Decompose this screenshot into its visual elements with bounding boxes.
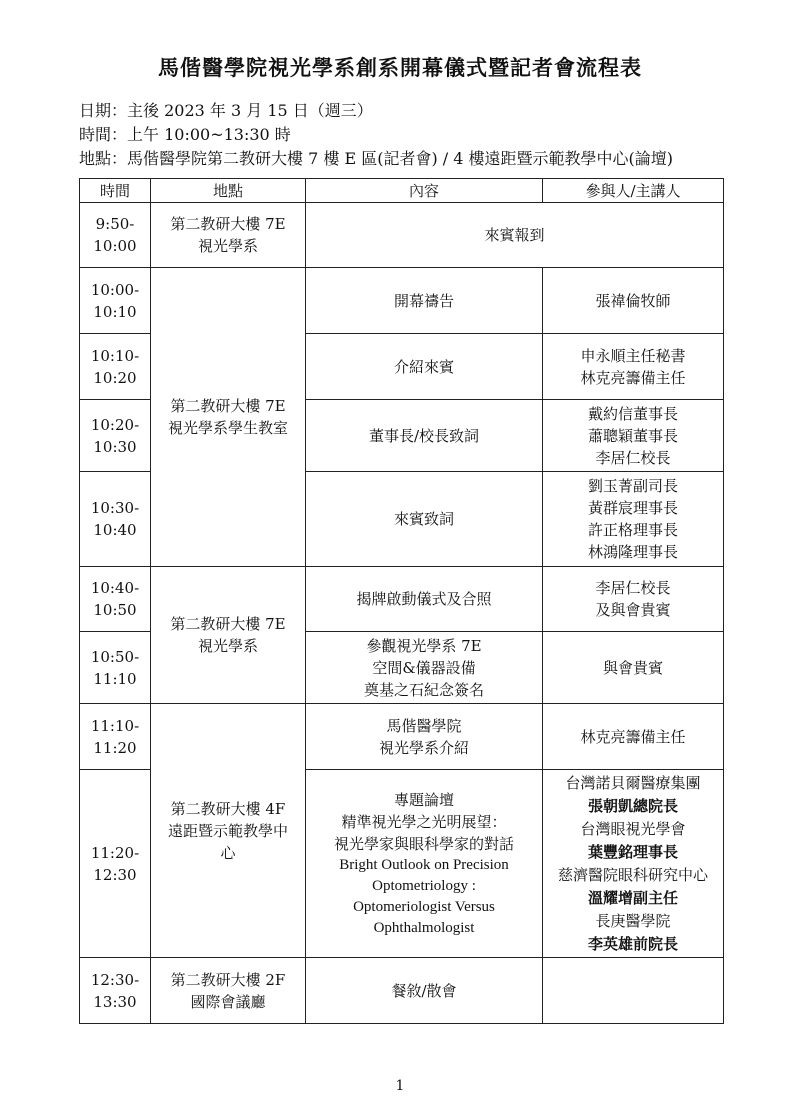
time-cell: 10:20- 10:30 xyxy=(80,400,151,472)
table-row xyxy=(80,268,724,334)
time-cell: 11:20- 12:30 xyxy=(80,770,151,958)
speakers-cell: 與會貴賓 xyxy=(543,632,724,704)
content-cell: 參觀視光學系 7E 空間&儀器設備 奠基之石紀念簽名 xyxy=(306,632,543,704)
time-cell: 9:50- 10:00 xyxy=(80,203,151,268)
time-cell: 12:30- 13:30 xyxy=(80,958,151,1024)
time-cell: 10:10- 10:20 xyxy=(80,334,151,400)
meta-place: 地點：馬偕醫學院第二教研大樓 7 樓 E 區(記者會) / 4 樓遠距暨示範教學中心(論壇) xyxy=(79,149,674,168)
time-cell: 10:30- 10:40 xyxy=(80,472,151,567)
table-header-row xyxy=(80,179,724,203)
content-cell: 專題論壇 精準視光學之光明展望： 視光學家與眼科學家的對話 Bright Outlook on Precision Optometriology : Optomeriologist Versus Ophthalmologist xyxy=(306,770,543,958)
header-content: 內容 xyxy=(306,179,543,203)
content-cell: 來賓報到 xyxy=(306,203,724,268)
speakers-cell: 林克亮籌備主任 xyxy=(543,704,724,770)
location-cell: 第二教研大樓 7E 視光學系學生教室 xyxy=(151,268,306,567)
content-cell: 餐敘/散會 xyxy=(306,958,543,1024)
page-number: 1 xyxy=(395,1078,405,1094)
document-title: 馬偕醫學院視光學系創系開幕儀式暨記者會流程表 xyxy=(158,55,642,80)
time-cell: 10:00- 10:10 xyxy=(80,268,151,334)
speakers-cell: 台灣諾貝爾醫療集團 張朝凱總院長 台灣眼視光學會 葉豐銘理事長 慈濟醫院眼科研究中心 溫耀增副主任 長庚醫學院 李英雄前院長 xyxy=(543,770,724,958)
speakers-cell: 張禕倫牧師 xyxy=(543,268,724,334)
speakers-cell: 申永順主任秘書 林克亮籌備主任 xyxy=(543,334,724,400)
content-cell: 介紹來賓 xyxy=(306,334,543,400)
header-speakers: 參與人/主講人 xyxy=(543,179,724,203)
speakers-cell: 李居仁校長 及與會貴賓 xyxy=(543,567,724,632)
speakers-cell xyxy=(543,958,724,1024)
content-cell: 董事長/校長致詞 xyxy=(306,400,543,472)
content-cell: 揭牌啟動儀式及合照 xyxy=(306,567,543,632)
header-time: 時間 xyxy=(80,179,151,203)
time-cell: 11:10- 11:20 xyxy=(80,704,151,770)
meta-time: 時間：上午 10:00~13:30 時 xyxy=(79,125,291,144)
time-cell: 10:50- 11:10 xyxy=(80,632,151,704)
meta-date: 日期：主後 2023 年 3 月 15 日（週三） xyxy=(79,101,373,120)
content-cell: 來賓致詞 xyxy=(306,472,543,567)
schedule-table xyxy=(79,178,724,1024)
time-cell: 10:40- 10:50 xyxy=(80,567,151,632)
location-cell: 第二教研大樓 2F 國際會議廳 xyxy=(151,958,306,1024)
content-cell: 馬偕醫學院 視光學系介紹 xyxy=(306,704,543,770)
table-row xyxy=(80,203,724,268)
speakers-cell: 劉玉菁副司長 黃群宸理事長 許正格理事長 林鴻隆理事長 xyxy=(543,472,724,567)
content-cell: 開幕禱告 xyxy=(306,268,543,334)
table-row xyxy=(80,704,724,770)
table-row xyxy=(80,567,724,632)
location-cell: 第二教研大樓 7E 視光學系 xyxy=(151,203,306,268)
header-location: 地點 xyxy=(151,179,306,203)
location-cell: 第二教研大樓 4F 遠距暨示範教學中 心 xyxy=(151,704,306,958)
table-row xyxy=(80,958,724,1024)
location-cell: 第二教研大樓 7E 視光學系 xyxy=(151,567,306,704)
speakers-cell: 戴約信董事長 蕭聰穎董事長 李居仁校長 xyxy=(543,400,724,472)
